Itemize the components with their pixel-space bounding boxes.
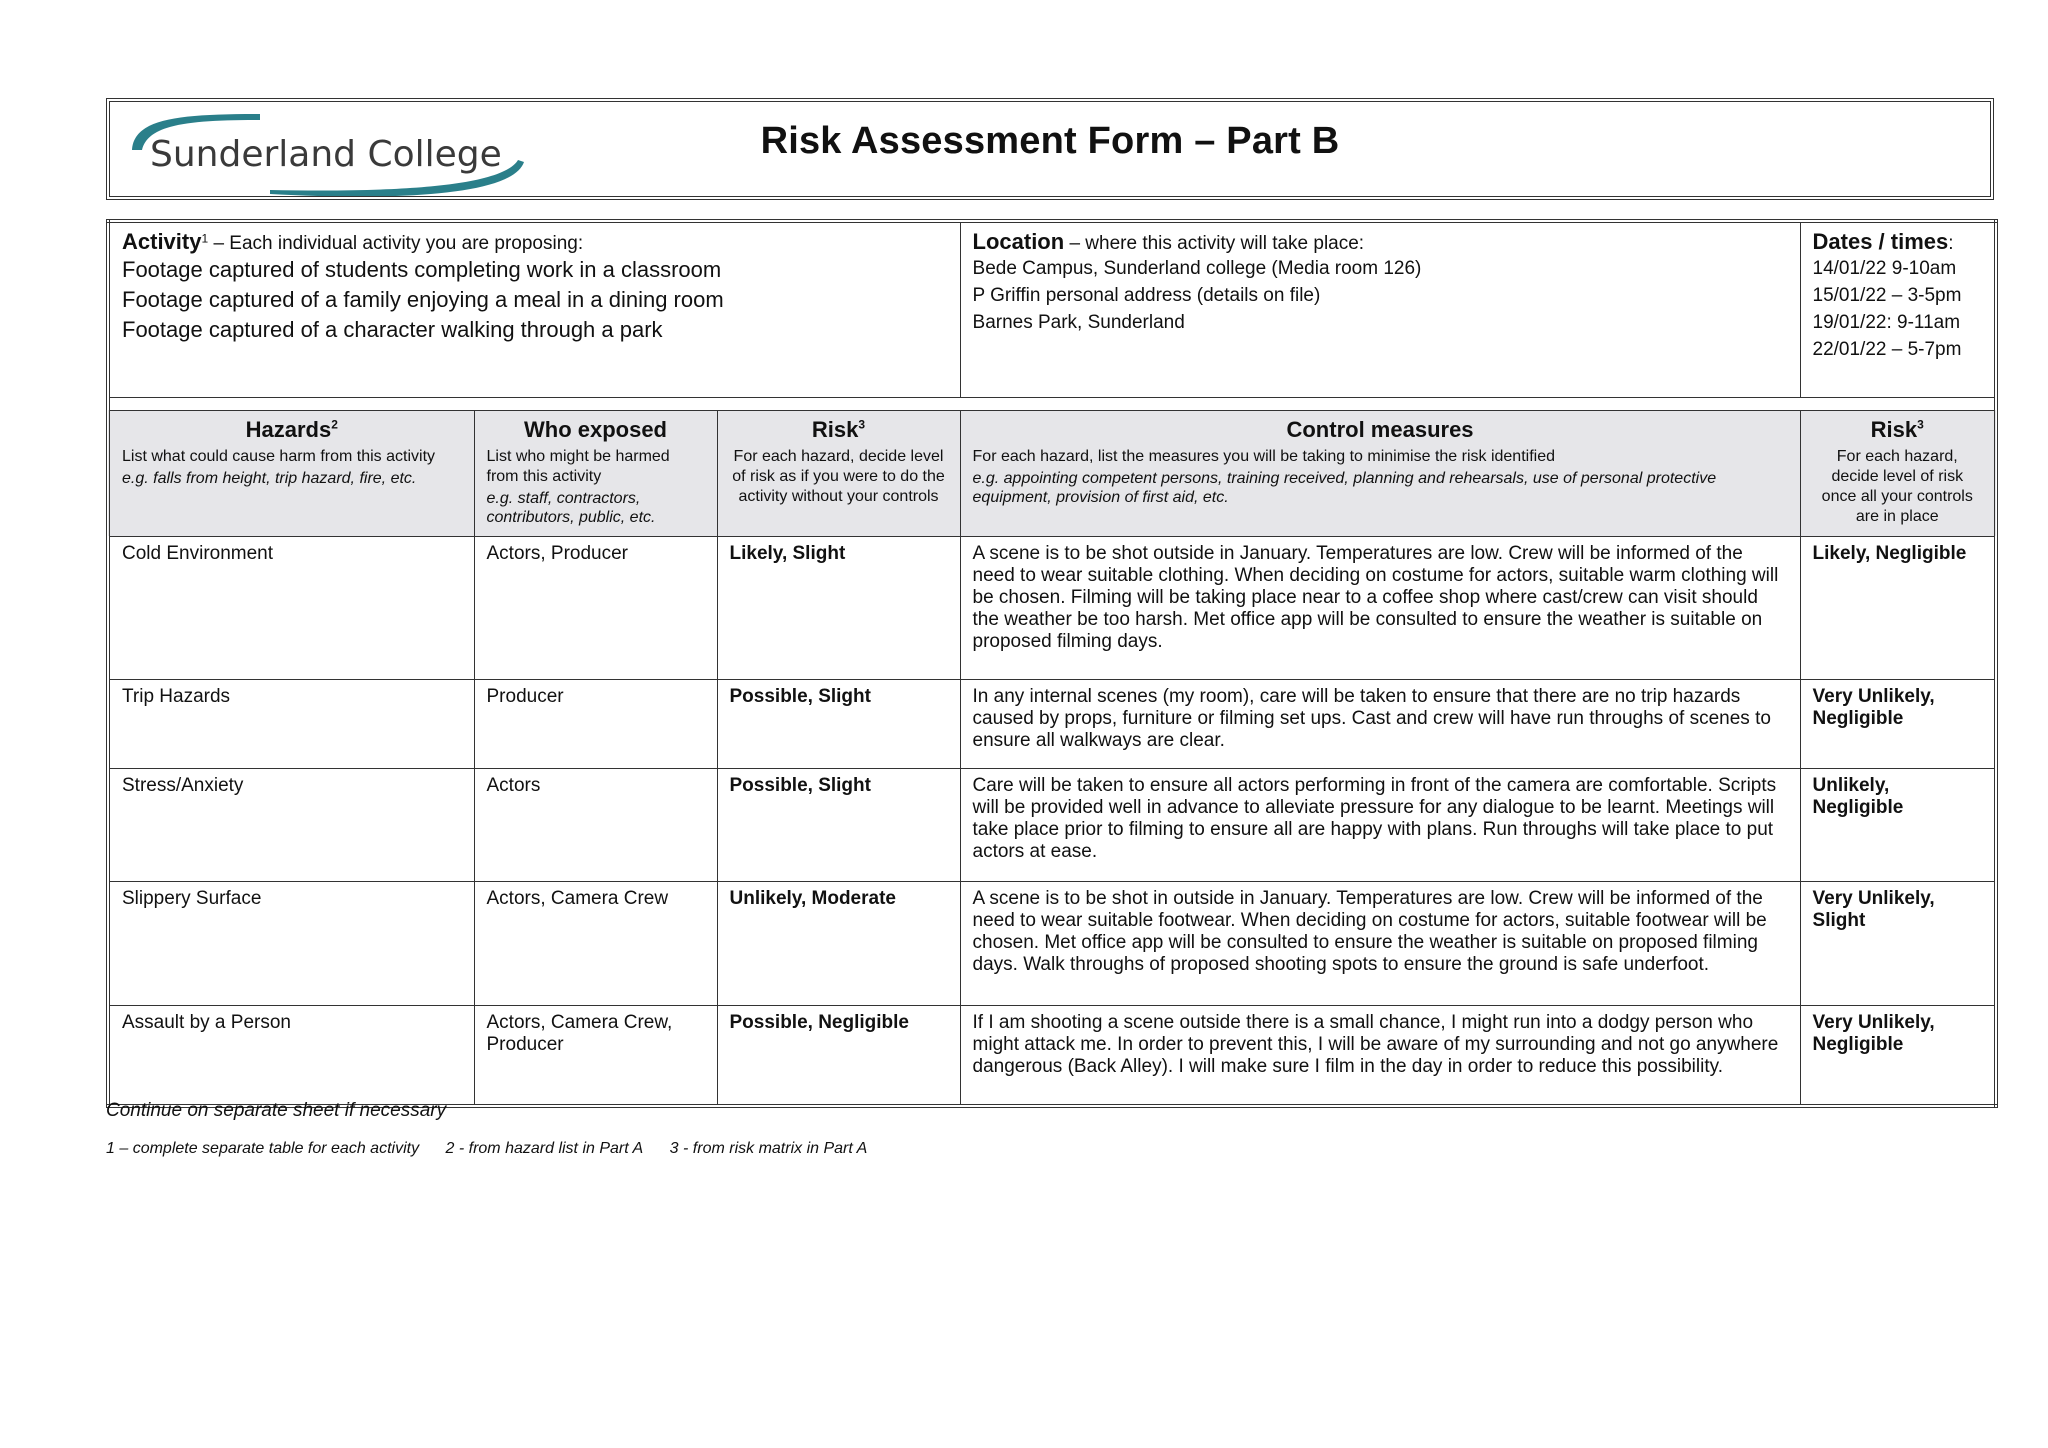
risk-assessment-table [106, 219, 1998, 1108]
risk-before-desc: For each hazard, decide level of risk as if you were to do the activity without your controls [732, 447, 945, 505]
form-header [106, 98, 1994, 200]
risk-after-title: Risk [1870, 416, 1918, 442]
activity-sup: 1 [201, 231, 209, 246]
footnote: 2 - from hazard list in Part A [445, 1140, 644, 1157]
hazards-header [108, 410, 474, 536]
spacer-cell [108, 397, 1996, 410]
risk-before-cell: Possible, Slight [717, 768, 960, 881]
activity-desc: – Each individual activity you are proposing: [208, 233, 584, 254]
who-eg: e.g. staff, contractors, contributors, public, etc. [486, 489, 656, 526]
risk-before-sup: 3 [858, 417, 866, 432]
who-cell: Actors [474, 768, 717, 881]
hazards-desc: List what could cause harm from this activity [122, 447, 436, 465]
risk-after-cell: Very Unlikely, Negligible [1800, 679, 1996, 768]
who-cell: Actors, Camera Crew [474, 881, 717, 1005]
who-desc: List who might be harmed from this activity [486, 447, 670, 485]
controls-header [960, 410, 1800, 536]
table-row [108, 881, 1996, 1005]
date-line: 19/01/22: 9-11am [1812, 312, 1961, 333]
risk-after-cell: Very Unlikely, Slight [1800, 881, 1996, 1005]
controls-cell: If I am shooting a scene outside there is a small chance, I might run into a dodgy person who might attack me. In order to prevent this, I will be aware of my surrounding and not go anywhere dangerous (Back Alley). I will make sure I film in the day in order to reduce this possibility. [960, 1005, 1800, 1106]
hazard-cell: Cold Environment [108, 536, 474, 679]
hazard-cell: Stress/Anxiety [108, 768, 474, 881]
who-cell: Actors, Camera Crew, Producer [474, 1005, 717, 1106]
who-header [474, 410, 717, 536]
location-line: P Griffin personal address (details on file) [972, 285, 1321, 306]
risk-before-cell: Unlikely, Moderate [717, 881, 960, 1005]
risk-after-header [1800, 410, 1996, 536]
footnote: 3 - from risk matrix in Part A [669, 1140, 868, 1157]
controls-title: Control measures [1286, 416, 1474, 442]
hazards-sup: 2 [331, 417, 338, 432]
activity-label: Activity [122, 229, 202, 254]
controls-eg: e.g. appointing competent persons, training received, planning and rehearsals, use of personal protective equipment, provision of first aid, etc. [972, 469, 1717, 506]
hazard-cell: Trip Hazards [108, 679, 474, 768]
risk-after-cell: Unlikely, Negligible [1800, 768, 1996, 881]
controls-cell: A scene is to be shot in outside in January. Temperatures are low. Crew will be informed of the need to wear suitable footwear. When deciding on costume for actors, suitable footwear will be chosen. Met office app will be consulted to ensure the weather is suitable on proposed filming days. Walk throughs of proposed shooting spots to ensure the ground is safe underfoot. [960, 881, 1800, 1005]
risk-before-title: Risk [811, 416, 859, 442]
footnotes [106, 1140, 889, 1158]
activity-line: Footage captured of a family enjoying a meal in a dining room [122, 287, 724, 312]
location-label: Location [972, 229, 1065, 254]
risk-before-cell: Likely, Slight [717, 536, 960, 679]
location-line: Bede Campus, Sunderland college (Media room 126) [972, 258, 1422, 279]
date-line: 15/01/22 – 3-5pm [1812, 285, 1962, 306]
footnote: 1 – complete separate table for each activity [106, 1140, 420, 1157]
dates-cell [1800, 221, 1996, 397]
risk-before-cell: Possible, Negligible [717, 1005, 960, 1106]
page-title: Risk Assessment Form – Part B [760, 120, 1340, 162]
logo-text: Sunderland College [150, 134, 502, 175]
hazards-eg: e.g. falls from height, trip hazard, fire, etc. [122, 469, 417, 487]
activity-line: Footage captured of a character walking through a park [122, 317, 663, 342]
date-line: 14/01/22 9-10am [1812, 258, 1957, 279]
risk-before-cell: Possible, Slight [717, 679, 960, 768]
activity-line: Footage captured of students completing work in a classroom [122, 257, 722, 282]
activity-cell [108, 221, 960, 397]
hazards-title: Hazards [245, 416, 332, 442]
risk-after-cell: Very Unlikely, Negligible [1800, 1005, 1996, 1106]
table-row [108, 1005, 1996, 1106]
location-cell [960, 221, 1800, 397]
dates-colon: : [1948, 233, 1954, 254]
column-header-row [108, 410, 1996, 536]
risk-after-desc: For each hazard, decide level of risk once all your controls are in place [1821, 447, 1973, 525]
spacer-row [108, 397, 1996, 410]
controls-desc: For each hazard, list the measures you will be taking to minimise the risk identified [972, 447, 1555, 465]
table-row [108, 536, 1996, 679]
hazard-cell: Assault by a Person [108, 1005, 474, 1106]
risk-after-cell: Likely, Negligible [1800, 536, 1996, 679]
controls-cell: Care will be taken to ensure all actors performing in front of the camera are comfortable. Scripts will be provided well in advance to alleviate pressure for any dialogue to be learnt. Meetings will take place prior to filming to ensure all are happy with plans. Run throughs will take place to put actors at ease. [960, 768, 1800, 881]
controls-cell: In any internal scenes (my room), care will be taken to ensure that there are no trip hazards caused by props, furniture or filming set ups. Cast and crew will have run throughs of scenes to ensure all walkways are clear. [960, 679, 1800, 768]
table-row [108, 768, 1996, 881]
who-title: Who exposed [523, 416, 667, 442]
date-line: 22/01/22 – 5-7pm [1812, 339, 1962, 360]
location-line: Barnes Park, Sunderland [972, 312, 1185, 333]
controls-cell: A scene is to be shot outside in January. Temperatures are low. Crew will be informed of the need to wear suitable clothing. When deciding on costume for actors, suitable warm clothing will be chosen. Filming will be taking place near to a coffee shop where cast/crew can visit should the weather be too harsh. Met office app will be consulted to ensure the weather is suitable on proposed filming days. [960, 536, 1800, 679]
table-row [108, 679, 1996, 768]
continue-note: Continue on separate sheet if necessary [106, 1100, 447, 1121]
risk-after-sup: 3 [1917, 417, 1924, 432]
who-cell: Producer [474, 679, 717, 768]
activity-row [108, 221, 1996, 397]
location-desc: – where this activity will take place: [1064, 233, 1365, 254]
risk-before-header [717, 410, 960, 536]
hazard-cell: Slippery Surface [108, 881, 474, 1005]
who-cell: Actors, Producer [474, 536, 717, 679]
dates-label: Dates / times [1812, 229, 1949, 254]
